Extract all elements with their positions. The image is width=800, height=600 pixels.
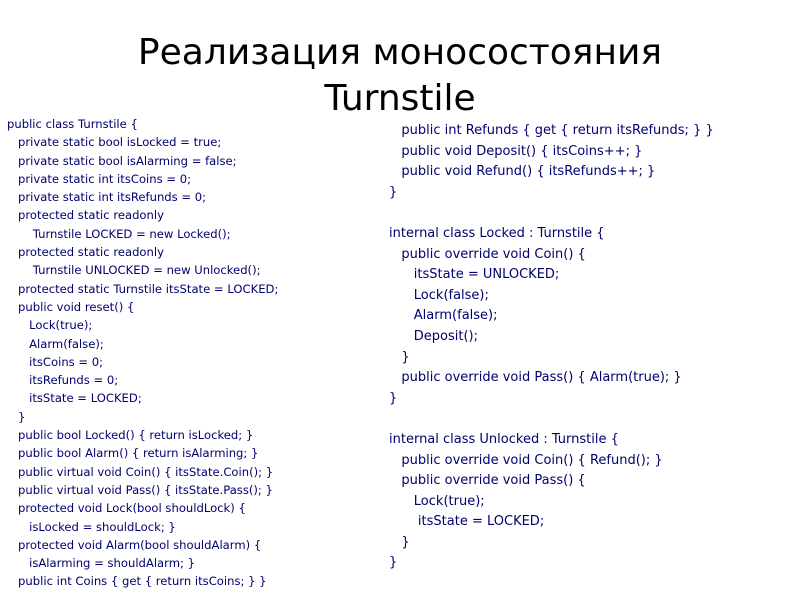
- code-line: internal class Unlocked : Turnstile {: [389, 431, 619, 447]
- code-line: [389, 203, 714, 224]
- code-line: internal class Locked : Turnstile {: [389, 225, 605, 241]
- code-listing-right: [389, 121, 714, 574]
- code-line: public void reset() {: [7, 299, 135, 314]
- code-line: itsState = LOCKED;: [7, 391, 142, 406]
- title-line-1: Реализация моносостояния: [137, 32, 663, 73]
- code-line: public virtual void Coin() { itsState.Coin(); }: [7, 464, 274, 479]
- code-line: public int Coins { get { return itsCoins; } }: [7, 574, 267, 589]
- code-line: }: [389, 390, 398, 406]
- code-line: itsState = UNLOCKED;: [389, 267, 560, 283]
- code-line: protected static Turnstile itsState = LOCKED;: [7, 281, 279, 296]
- code-line: itsCoins = 0;: [7, 354, 104, 369]
- code-line: Alarm(false);: [389, 308, 498, 324]
- code-line: public bool Alarm() { return isAlarming; }: [7, 446, 259, 461]
- code-line: private static int itsCoins = 0;: [7, 171, 192, 186]
- code-line: public override void Coin() { Refund(); }: [389, 452, 663, 468]
- code-line: }: [389, 534, 410, 550]
- code-line: }: [389, 555, 398, 571]
- code-listing-left: [7, 115, 278, 591]
- slide-title: [0, 30, 800, 122]
- code-line: Turnstile LOCKED = new Locked();: [7, 226, 231, 241]
- code-line: Deposit();: [389, 328, 479, 344]
- code-line: Lock(false);: [389, 287, 489, 303]
- code-line: }: [7, 409, 26, 424]
- code-line: protected void Lock(bool shouldLock) {: [7, 501, 246, 516]
- code-line: public class Turnstile {: [7, 117, 138, 131]
- code-line: protected static readonly: [7, 208, 164, 223]
- code-line: isAlarming = shouldAlarm; }: [7, 556, 195, 571]
- code-line: public bool Locked() { return isLocked; }: [7, 428, 254, 443]
- code-line: public int Refunds { get { return itsRefunds; } }: [389, 123, 714, 138]
- code-line: public override void Coin() {: [389, 246, 586, 262]
- code-line: itsState = LOCKED;: [389, 514, 545, 530]
- title-line-2: Turnstile: [324, 78, 476, 119]
- code-line: protected static readonly: [7, 245, 164, 260]
- code-line: public virtual void Pass() { itsState.Pass(); }: [7, 482, 273, 497]
- code-line: private static bool isAlarming = false;: [7, 153, 237, 168]
- code-line: public void Refund() { itsRefunds++; }: [389, 164, 656, 180]
- code-line: private static bool isLocked = true;: [7, 135, 222, 150]
- code-line: }: [389, 349, 410, 365]
- code-line: Alarm(false);: [7, 336, 104, 351]
- code-line: Lock(true);: [7, 318, 93, 333]
- code-line: isLocked = shouldLock; }: [7, 519, 176, 534]
- code-line: public void Deposit() { itsCoins++; }: [389, 143, 643, 159]
- code-line: private static int itsRefunds = 0;: [7, 190, 207, 205]
- code-line: Turnstile UNLOCKED = new Unlocked();: [7, 263, 261, 278]
- code-line: [389, 409, 714, 430]
- code-line: }: [389, 184, 398, 200]
- code-line: public override void Pass() {: [389, 473, 586, 489]
- code-line: Lock(true);: [389, 493, 485, 509]
- code-line: public override void Pass() { Alarm(true); }: [389, 370, 682, 386]
- code-line: itsRefunds = 0;: [7, 373, 119, 388]
- code-line: protected void Alarm(bool shouldAlarm) {: [7, 537, 262, 552]
